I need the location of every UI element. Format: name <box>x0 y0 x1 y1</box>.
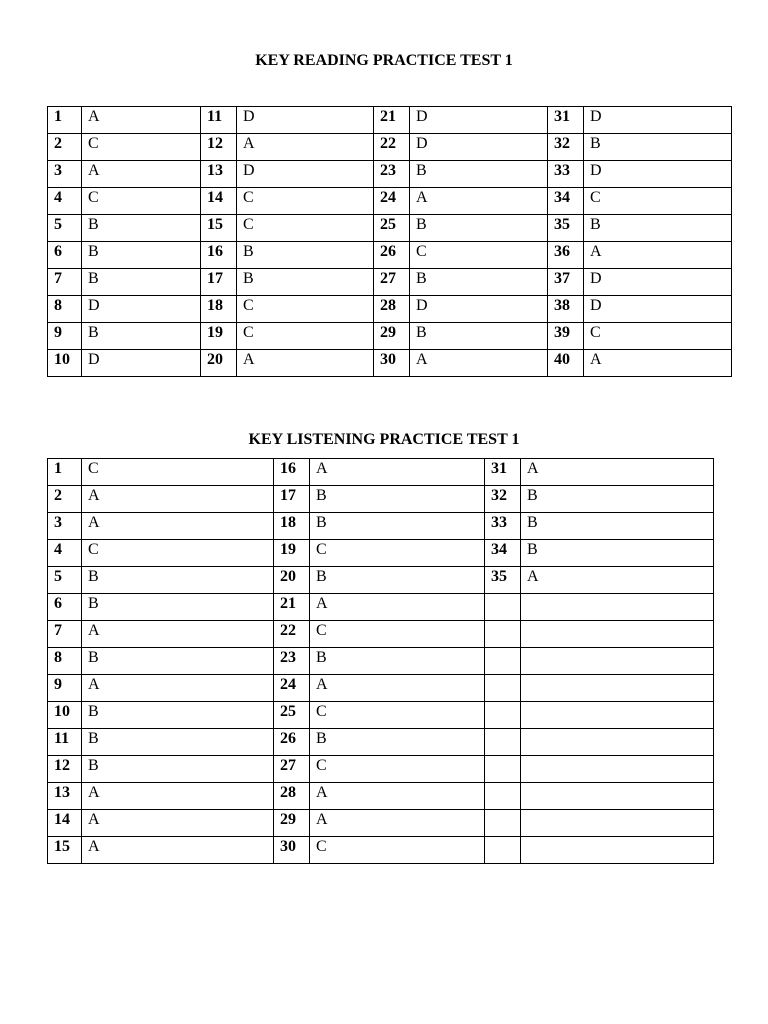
answer-letter: B <box>310 648 485 675</box>
question-number: 28 <box>274 783 310 810</box>
question-number: 6 <box>48 242 82 269</box>
answer-letter: A <box>521 459 714 486</box>
question-number: 18 <box>274 513 310 540</box>
answer-letter: B <box>521 513 714 540</box>
question-number: 22 <box>274 621 310 648</box>
answer-letter <box>521 675 714 702</box>
question-number <box>485 702 521 729</box>
answer-letter <box>521 648 714 675</box>
answer-letter: A <box>82 837 274 864</box>
answer-letter: A <box>410 188 548 215</box>
question-number: 25 <box>274 702 310 729</box>
answer-letter: C <box>584 188 732 215</box>
answer-letter <box>521 702 714 729</box>
table-row <box>48 675 714 702</box>
question-number: 4 <box>48 188 82 215</box>
answer-letter: C <box>82 459 274 486</box>
question-number: 17 <box>274 486 310 513</box>
table-row <box>48 215 732 242</box>
answer-letter: A <box>310 594 485 621</box>
answer-letter: C <box>82 540 274 567</box>
answer-letter: B <box>82 215 201 242</box>
table-row <box>48 161 732 188</box>
answer-letter: D <box>82 350 201 377</box>
answer-letter: C <box>310 540 485 567</box>
question-number: 4 <box>48 540 82 567</box>
question-number: 36 <box>548 242 584 269</box>
answer-letter: B <box>310 486 485 513</box>
question-number: 32 <box>548 134 584 161</box>
question-number: 26 <box>374 242 410 269</box>
answer-letter: D <box>410 296 548 323</box>
answer-letter: A <box>237 134 374 161</box>
answer-letter: A <box>82 513 274 540</box>
question-number: 31 <box>548 107 584 134</box>
answer-letter: B <box>82 702 274 729</box>
question-number: 18 <box>201 296 237 323</box>
reading-answer-table <box>47 106 732 377</box>
question-number: 29 <box>274 810 310 837</box>
answer-letter: C <box>310 756 485 783</box>
answer-letter: B <box>82 729 274 756</box>
question-number: 6 <box>48 594 82 621</box>
question-number: 7 <box>48 269 82 296</box>
answer-letter: A <box>82 783 274 810</box>
answer-letter: B <box>82 323 201 350</box>
answer-letter: C <box>584 323 732 350</box>
answer-letter: B <box>82 648 274 675</box>
question-number: 34 <box>485 540 521 567</box>
table-row <box>48 296 732 323</box>
question-number <box>485 783 521 810</box>
question-number: 39 <box>548 323 584 350</box>
answer-letter <box>521 621 714 648</box>
answer-letter: A <box>584 242 732 269</box>
answer-letter: B <box>410 161 548 188</box>
table-row <box>48 567 714 594</box>
question-number: 5 <box>48 567 82 594</box>
question-number: 13 <box>201 161 237 188</box>
question-number: 24 <box>374 188 410 215</box>
question-number: 19 <box>274 540 310 567</box>
question-number: 16 <box>201 242 237 269</box>
question-number: 8 <box>48 648 82 675</box>
question-number: 24 <box>274 675 310 702</box>
question-number: 12 <box>48 756 82 783</box>
answer-letter: B <box>584 215 732 242</box>
question-number: 35 <box>485 567 521 594</box>
question-number: 1 <box>48 107 82 134</box>
answer-letter: B <box>410 269 548 296</box>
answer-letter: B <box>82 242 201 269</box>
answer-letter: B <box>237 269 374 296</box>
table-row <box>48 459 714 486</box>
question-number <box>485 756 521 783</box>
reading-key-title: KEY READING PRACTICE TEST 1 <box>255 52 513 69</box>
answer-letter: B <box>310 729 485 756</box>
answer-letter: D <box>237 161 374 188</box>
question-number: 9 <box>48 675 82 702</box>
answer-letter: A <box>82 486 274 513</box>
answer-letter: B <box>310 567 485 594</box>
answer-letter <box>521 837 714 864</box>
answer-letter: B <box>237 242 374 269</box>
answer-letter: A <box>584 350 732 377</box>
answer-letter: C <box>310 702 485 729</box>
answer-letter: B <box>82 567 274 594</box>
answer-letter <box>521 783 714 810</box>
table-row <box>48 188 732 215</box>
question-number: 29 <box>374 323 410 350</box>
question-number: 12 <box>201 134 237 161</box>
answer-letter: D <box>584 269 732 296</box>
table-row <box>48 756 714 783</box>
table-row <box>48 648 714 675</box>
answer-letter: A <box>82 107 201 134</box>
answer-letter: C <box>410 242 548 269</box>
question-number: 27 <box>374 269 410 296</box>
question-number: 25 <box>374 215 410 242</box>
answer-letter: B <box>584 134 732 161</box>
question-number: 15 <box>48 837 82 864</box>
answer-letter: A <box>310 783 485 810</box>
answer-letter: D <box>584 296 732 323</box>
answer-letter: C <box>82 188 201 215</box>
answer-letter <box>521 729 714 756</box>
table-row <box>48 242 732 269</box>
answer-letter: A <box>82 161 201 188</box>
table-row <box>48 134 732 161</box>
question-number: 21 <box>274 594 310 621</box>
question-number: 33 <box>548 161 584 188</box>
answer-letter: B <box>410 323 548 350</box>
table-row <box>48 783 714 810</box>
answer-letter: A <box>410 350 548 377</box>
answer-letter: C <box>237 215 374 242</box>
question-number: 35 <box>548 215 584 242</box>
table-row <box>48 621 714 648</box>
question-number: 11 <box>201 107 237 134</box>
table-row <box>48 594 714 621</box>
question-number <box>485 837 521 864</box>
listening-key-title: KEY LISTENING PRACTICE TEST 1 <box>248 431 520 448</box>
question-number: 27 <box>274 756 310 783</box>
question-number: 13 <box>48 783 82 810</box>
answer-letter: B <box>82 594 274 621</box>
question-number: 33 <box>485 513 521 540</box>
table-row <box>48 837 714 864</box>
answer-letter: B <box>410 215 548 242</box>
question-number: 5 <box>48 215 82 242</box>
answer-letter: C <box>237 188 374 215</box>
question-number <box>485 621 521 648</box>
answer-letter: D <box>82 296 201 323</box>
question-number: 3 <box>48 513 82 540</box>
answer-letter: A <box>82 621 274 648</box>
answer-letter: C <box>237 296 374 323</box>
answer-letter: C <box>237 323 374 350</box>
answer-letter: A <box>310 810 485 837</box>
answer-letter: B <box>82 756 274 783</box>
question-number <box>485 729 521 756</box>
answer-letter: A <box>521 567 714 594</box>
answer-letter <box>521 756 714 783</box>
question-number: 30 <box>274 837 310 864</box>
table-row <box>48 269 732 296</box>
answer-letter: A <box>310 459 485 486</box>
question-number: 22 <box>374 134 410 161</box>
answer-letter: D <box>237 107 374 134</box>
listening-answer-table <box>47 458 714 864</box>
question-number <box>485 648 521 675</box>
question-number: 37 <box>548 269 584 296</box>
answer-letter: C <box>310 621 485 648</box>
table-row <box>48 540 714 567</box>
question-number: 14 <box>48 810 82 837</box>
answer-letter: C <box>310 837 485 864</box>
question-number <box>485 675 521 702</box>
answer-letter: A <box>82 810 274 837</box>
question-number: 34 <box>548 188 584 215</box>
question-number: 20 <box>201 350 237 377</box>
answer-letter: D <box>584 161 732 188</box>
answer-letter: B <box>310 513 485 540</box>
question-number: 26 <box>274 729 310 756</box>
question-number: 40 <box>548 350 584 377</box>
answer-letter: A <box>237 350 374 377</box>
question-number: 23 <box>274 648 310 675</box>
table-row <box>48 350 732 377</box>
question-number: 2 <box>48 134 82 161</box>
question-number: 10 <box>48 350 82 377</box>
answer-letter: D <box>410 134 548 161</box>
question-number: 38 <box>548 296 584 323</box>
question-number: 7 <box>48 621 82 648</box>
answer-letter: D <box>584 107 732 134</box>
question-number: 1 <box>48 459 82 486</box>
question-number: 2 <box>48 486 82 513</box>
answer-letter <box>521 594 714 621</box>
answer-letter: B <box>521 540 714 567</box>
answer-letter: C <box>82 134 201 161</box>
question-number: 8 <box>48 296 82 323</box>
answer-letter <box>521 810 714 837</box>
answer-letter: B <box>521 486 714 513</box>
question-number: 15 <box>201 215 237 242</box>
answer-letter: A <box>310 675 485 702</box>
table-row <box>48 323 732 350</box>
question-number: 14 <box>201 188 237 215</box>
question-number: 30 <box>374 350 410 377</box>
question-number: 3 <box>48 161 82 188</box>
table-row <box>48 810 714 837</box>
answer-letter: D <box>410 107 548 134</box>
question-number: 21 <box>374 107 410 134</box>
question-number: 9 <box>48 323 82 350</box>
table-row <box>48 513 714 540</box>
question-number: 28 <box>374 296 410 323</box>
question-number <box>485 810 521 837</box>
answer-letter: A <box>82 675 274 702</box>
table-row <box>48 729 714 756</box>
question-number: 31 <box>485 459 521 486</box>
table-row <box>48 107 732 134</box>
question-number: 16 <box>274 459 310 486</box>
question-number: 11 <box>48 729 82 756</box>
question-number: 32 <box>485 486 521 513</box>
answer-letter: B <box>82 269 201 296</box>
table-row <box>48 486 714 513</box>
question-number: 19 <box>201 323 237 350</box>
question-number <box>485 594 521 621</box>
question-number: 23 <box>374 161 410 188</box>
question-number: 10 <box>48 702 82 729</box>
table-row <box>48 702 714 729</box>
question-number: 17 <box>201 269 237 296</box>
question-number: 20 <box>274 567 310 594</box>
